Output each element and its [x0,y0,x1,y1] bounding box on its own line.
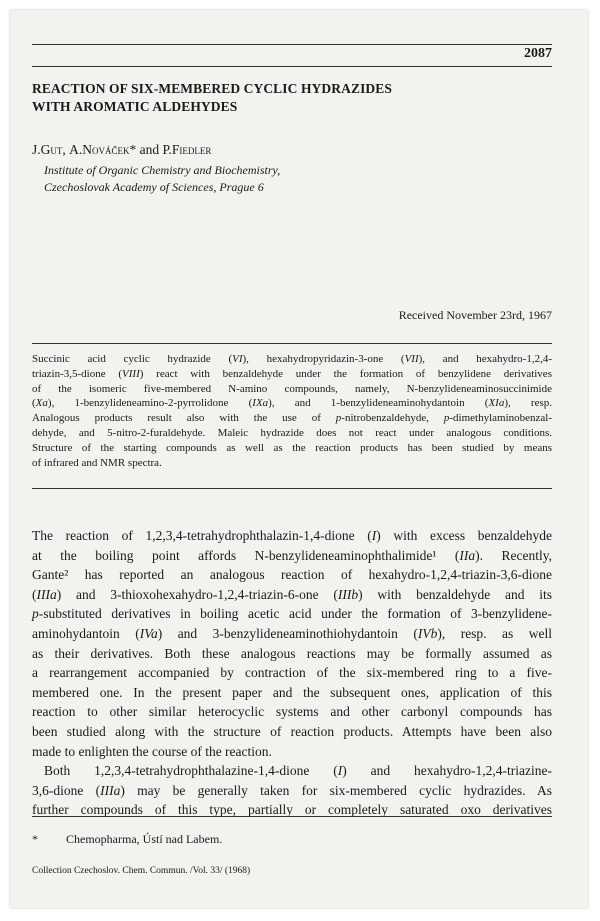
body-line: as their derivatives. Both these analogous reactions may be formally assumed as [32,645,552,661]
abstract-line: of infrared and NMR spectra. [32,456,162,469]
affiliation [44,162,280,196]
affiliation-line: Institute of Organic Chemistry and Biochemistry, [44,163,281,177]
journal-citation: Collection Czechoslov. Chem. Commun. /Vol. 33/ (1968) [32,866,251,876]
abstract-line: Succinic acid cyclic hydrazide (VI), hexahydropyridazin-3-one (VII), and hexahydro-1,2,4- [32,353,552,365]
abstract-line: of the isomeric five-membered N-amino compounds, namely, N-benzylideneaminosuccinimide [32,382,552,395]
body-line: a rearrangement accompanied by contraction of the six-membered ring to a five- [32,665,552,681]
author: P.Fiedler [162,142,212,157]
body-text [32,526,552,820]
abstract-line: Structure of the starting compounds as well as the reaction products has been studied by means [32,441,552,454]
body-line: at the boiling point affords N-benzylideneaminophthalimide¹ (IIa). Recently, [32,547,552,563]
abstract-rule-top [32,343,552,344]
title-line: REACTION OF SIX-MEMBERED CYCLIC HYDRAZIDES [32,81,392,96]
abstract-line: dehyde, and 5-nitro-2-furaldehyde. Maleic hydrazide does not react under analogous conditions. [32,426,552,439]
author: J.Gut, [32,142,66,157]
author-conjunction: and [139,142,160,157]
body-line: (IIIa) and 3-thioxohexahydro-1,2,4-triazin-6-one (IIIb) with benzaldehyde and its [32,586,552,602]
received-date: Received November 23rd, 1967 [398,308,552,322]
body-line: Both 1,2,3,4-tetrahydrophthalazine-1,4-dione (I) and hexahydro-1,2,4-triazine- [44,763,552,779]
body-line: made to enlighten the course of the reaction. [32,743,272,759]
footnote [32,832,222,847]
footnote-rule [32,816,552,817]
body-line: further compounds of this type, partially or completely saturated oxo derivatives [32,802,552,818]
title-line: WITH AROMATIC ALDEHYDES [32,99,238,114]
affiliation-line: Czechoslovak Academy of Sciences, Prague 6 [44,180,264,194]
body-line: been studied along with the structure of reaction products. Attempts have been also [32,723,552,739]
body-line: p-substituted derivatives in boiling acetic acid under the formation of 3-benzylidene- [32,606,552,622]
footnote-mark: * [32,832,38,846]
abstract-line: (Xa), 1-benzylideneamino-2-pyrrolidone (IXa), and 1-benzylideneaminohydantoin (XIa), resp. [32,397,552,410]
header-rule-bottom [32,66,552,67]
header-rule-top [32,44,552,45]
paper-page [10,10,588,908]
author-list [32,142,211,158]
body-line: Gante² has reported an analogous reaction of hexahydro-1,2,4-triazin-3,6-dione [32,567,552,583]
body-line: membered one. In the present paper and the subsequent ones, application of this [32,684,552,700]
article-title [32,80,532,116]
abstract [32,352,552,470]
abstract-line: Analogous products result also with the use of p-nitrobenzaldehyde, p-dimethylaminobenzal- [32,412,552,425]
abstract-rule-bottom [32,488,552,489]
body-line: 3,6-dione (IIIa) may be generally taken for six-membered cyclic hydrazides. As [32,782,552,798]
author: A.Nováček* [69,142,137,157]
body-line: reaction to other similar heterocyclic systems and other carbonyl compounds has [32,704,552,720]
footnote-text: Chemopharma, Ústí nad Labem. [66,832,223,846]
abstract-line: triazin-3,5-dione (VIII) react with benzaldehyde under the formation of benzylidene derivatives [32,367,552,380]
page-number: 2087 [524,46,552,61]
body-line: The reaction of 1,2,3,4-tetrahydrophthalazin-1,4-dione (I) with excess benzaldehyde [32,528,552,543]
body-line: aminohydantoin (IVa) and 3-benzylideneaminothiohydantoin (IVb), resp. as well [32,625,552,641]
